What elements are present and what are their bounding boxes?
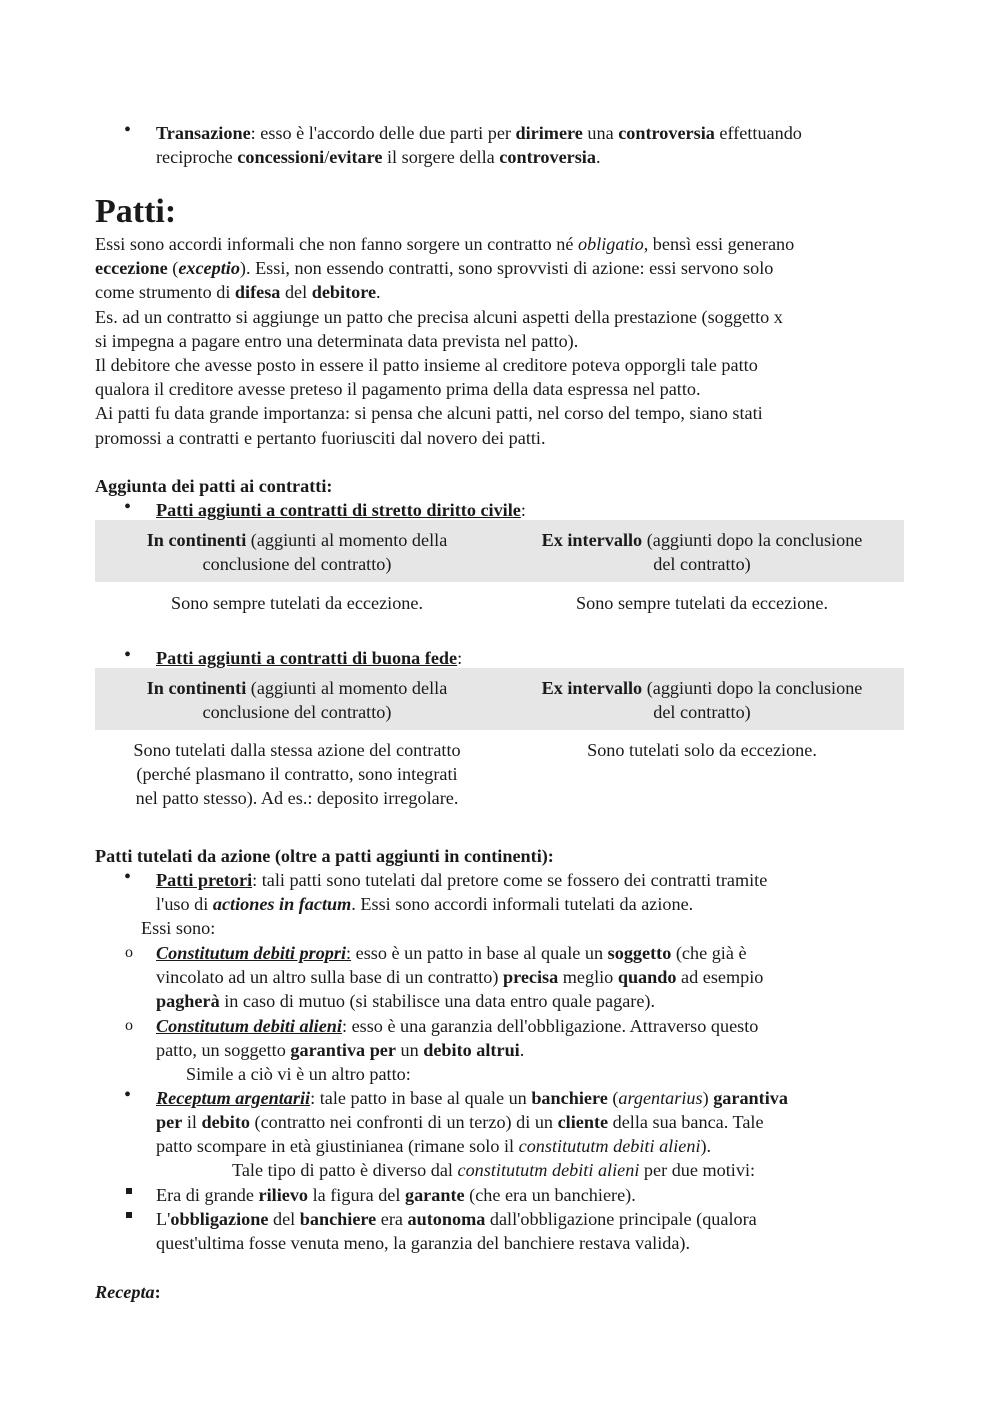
square-bullet-icon <box>126 1212 132 1218</box>
alieni-line-1: Constitutum debiti alieni: esso è una garanzia dell'obbligazione. Attraverso questo <box>156 1016 759 1036</box>
header-ex-intervallo: Ex intervallo (aggiunti dopo la conclusione del contratto) <box>541 530 863 575</box>
essi-sono: Essi sono: <box>141 918 216 938</box>
section-title-patti: Patti: <box>95 193 177 230</box>
table-buona-fede <box>95 668 904 818</box>
pretori-line-1: Patti pretori: tali patti sono tutelati dal pretore come se fossero dei contratti tramite <box>156 870 768 890</box>
intro-line-5: si impegna a pagare entro una determinata data prevista nel patto). <box>95 331 579 351</box>
intro-line-3: come strumento di difesa del debitore. <box>95 282 381 302</box>
bullet-icon: • <box>124 119 132 141</box>
circle-bullet-icon: o <box>125 1017 133 1034</box>
receptum-line-2: per il debito (contratto nei confronti di un terzo) di un cliente della sua banca. Tale <box>156 1112 764 1132</box>
table-header-row <box>95 520 904 582</box>
tutelati-heading: Patti tutelati da azione (oltre a patti aggiunti in continenti): <box>95 846 554 866</box>
intro-line-4: Es. ad un contratto si aggiunge un patto che precisa alcuni aspetti della prestazione (soggetto x <box>95 307 783 327</box>
receptum-line-3: patto scompare in età giustinianea (rimane solo il constitututm debiti alieni). <box>156 1136 712 1156</box>
aggiunta-bullet-stretto: Patti aggiunti a contratti di stretto diritto civile: <box>156 500 526 520</box>
table-header-row <box>95 668 904 730</box>
recepta-heading: Recepta: <box>95 1282 161 1302</box>
intro-line-6: Il debitore che avesse posto in essere il patto insieme al creditore poteva opporgli tale patto <box>95 355 758 375</box>
bullet-icon: • <box>124 1084 132 1106</box>
motivo-2-line-1: L'obbligazione del banchiere era autonoma dall'obbligazione principale (qualora <box>156 1209 757 1229</box>
intro-line-2: eccezione (exceptio). Essi, non essendo contratti, sono sprovvisti di azione: essi servono solo <box>95 258 774 278</box>
propri-line-3: pagherà in caso di mutuo (si stabilisce una data entro quale pagare). <box>156 991 656 1011</box>
simile: Simile a ciò vi è un altro patto: <box>186 1064 411 1084</box>
receptum-line-1: Receptum argentarii: tale patto in base al quale un banchiere (argentarius) garantiva <box>156 1088 788 1108</box>
diverso: Tale tipo di patto è diverso dal constitututm debiti alieni per due motivi: <box>232 1160 756 1180</box>
bullet-icon: • <box>124 644 132 666</box>
transazione-line-2: reciproche concessioni/evitare il sorgere della controversia. <box>156 147 601 167</box>
aggiunta-bullet-buona-fede: Patti aggiunti a contratti di buona fede: <box>156 648 463 668</box>
motivo-1: Era di grande rilievo la figura del garante (che era un banchiere). <box>156 1185 636 1205</box>
header-in-continenti: In continenti (aggiunti al momento della conclusione del contratto) <box>146 678 448 723</box>
aggiunta-heading: Aggiunta dei patti ai contratti: <box>95 476 333 496</box>
propri-line-1: Constitutum debiti propri: esso è un patto in base al quale un soggetto (che già è <box>156 943 747 963</box>
header-in-continenti: In continenti (aggiunti al momento della conclusione del contratto) <box>146 530 448 575</box>
intro-line-8: Ai patti fu data grande importanza: si pensa che alcuni patti, nel corso del tempo, siano stati <box>95 403 763 423</box>
table-stretto-diritto <box>95 520 904 620</box>
table-cell: Sono sempre tutelati da eccezione. <box>576 593 828 613</box>
motivo-2-line-2: quest'ultima fosse venuta meno, la garanzia del banchiere restava valida). <box>156 1233 691 1253</box>
circle-bullet-icon: o <box>125 944 133 961</box>
table-cell: Sono tutelati solo da eccezione. <box>587 740 817 760</box>
bullet-icon: • <box>124 496 132 518</box>
intro-line-1: Essi sono accordi informali che non fanno sorgere un contratto né obligatio, bensì essi generano <box>95 234 795 254</box>
header-ex-intervallo: Ex intervallo (aggiunti dopo la conclusione del contratto) <box>541 678 863 723</box>
intro-line-9: promossi a contratti e pertanto fuoriusciti dal novero dei patti. <box>95 428 546 448</box>
alieni-line-2: patto, un soggetto garantiva per un debito altrui. <box>156 1040 525 1060</box>
table-cell: Sono tutelati dalla stessa azione del contratto (perché plasmano il contratto, sono integrati nel patto stesso). Ad es.: deposito irregolare. <box>133 740 461 809</box>
pretori-line-2: l'uso di actiones in factum. Essi sono accordi informali tutelati da azione. <box>156 894 694 914</box>
transazione-line-1: Transazione: esso è l'accordo delle due parti per dirimere una controversia effettuando <box>156 123 802 143</box>
table-cell: Sono sempre tutelati da eccezione. <box>171 593 423 613</box>
square-bullet-icon <box>126 1188 132 1194</box>
propri-line-2: vincolato ad un altro sulla base di un contratto) precisa meglio quando ad esempio <box>156 967 764 987</box>
bullet-icon: • <box>124 866 132 888</box>
intro-line-7: qualora il creditore avesse preteso il pagamento prima della data espressa nel patto. <box>95 379 701 399</box>
